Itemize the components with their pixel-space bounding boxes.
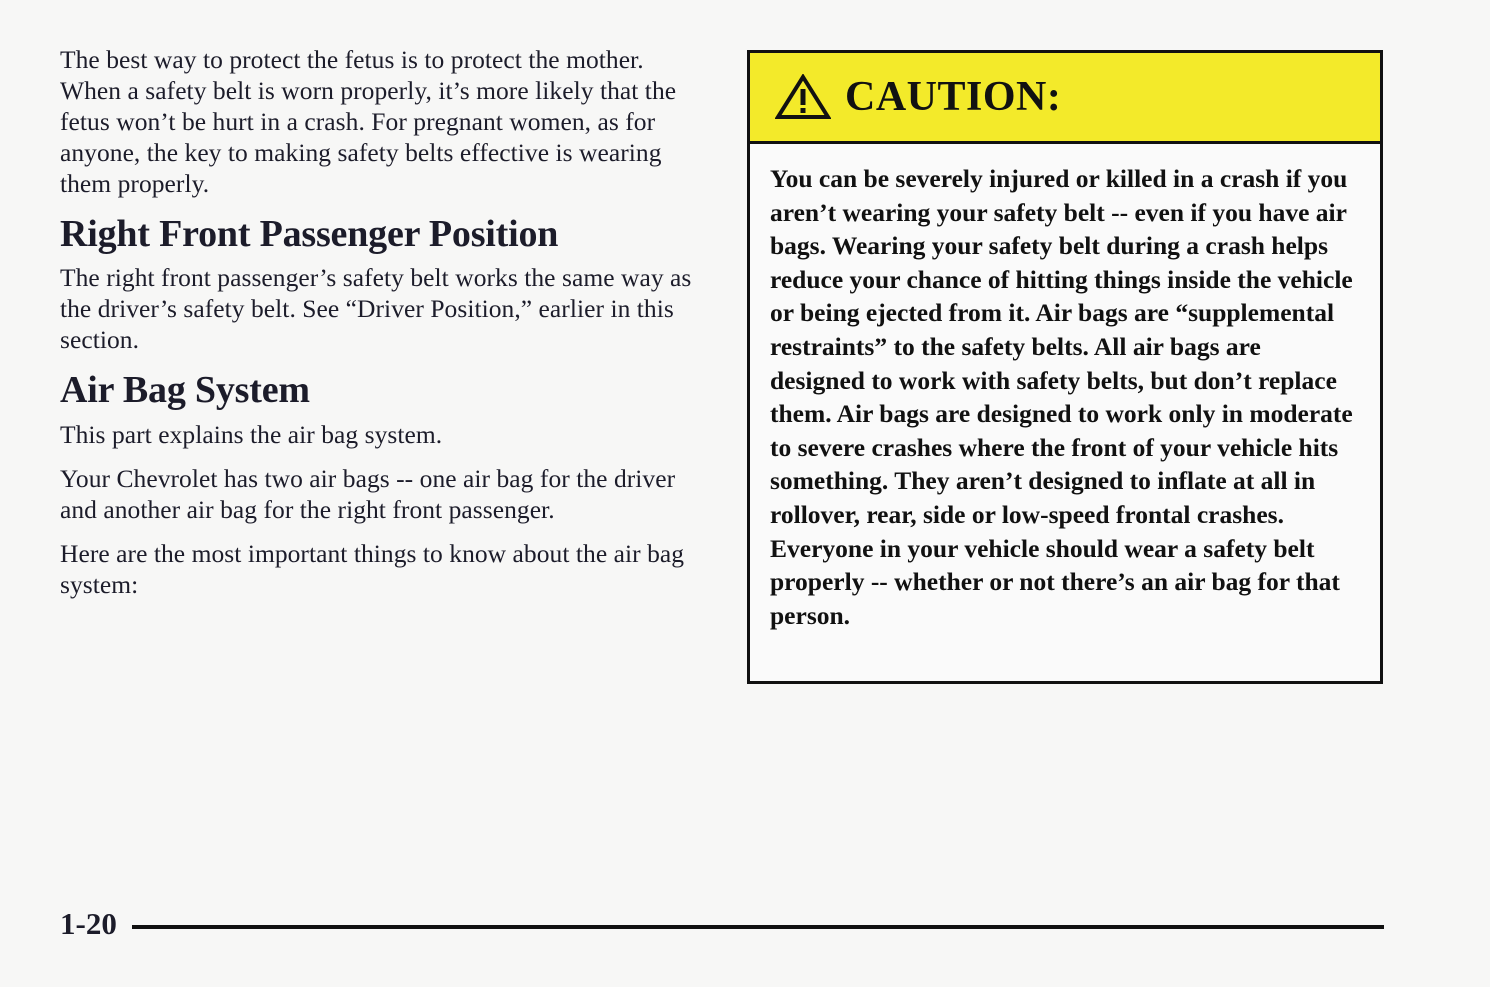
air-bag-paragraph-2: Your Chevrolet has two air bags -- one air bag for the driver and another air bag for the right front passenger. <box>60 464 676 524</box>
page-number: 1-20 <box>60 906 117 941</box>
caution-box <box>747 50 1383 684</box>
air-bag-paragraph-1: This part explains the air bag system. <box>60 420 443 449</box>
caution-title: CAUTION: <box>845 74 1062 120</box>
left-column <box>60 44 710 613</box>
warning-triangle-icon <box>775 74 831 120</box>
heading-right-front-passenger: Right Front Passenger Position <box>60 213 559 255</box>
intro-paragraph: The best way to protect the fetus is to protect the mother. When a safety belt is worn properly, it’s more likely that the fetus won’t be hurt in a crash. For pregnant women, as for anyone, the key to making safety belts effective is wearing them properly. <box>60 45 677 198</box>
right-front-paragraph: The right front passenger’s safety belt works the same way as the driver’s safety belt. See “Driver Position,” earlier in this section. <box>60 263 692 354</box>
caution-header <box>750 53 1380 144</box>
air-bag-paragraph-3: Here are the most important things to know about the air bag system: <box>60 539 685 599</box>
caution-text: You can be severely injured or killed in a crash if you aren’t wearing your safety belt -- even if you have air bags. Wearing your safety belt during a crash helps reduce your chance of hitting things inside the vehicle or being ejected from it. Air bags are “supplemental restraints” to the safety belts. All air bags are designed to work with safety belts, but don’t replace them. Air bags are designed to work only in moderate to severe crashes where the front of your vehicle hits something. They aren’t designed to inflate at all in rollover, rear, side or low-speed frontal crashes. Everyone in your vehicle should wear a safety belt properly -- whether or not there’s an air bag for that person. <box>770 164 1353 630</box>
footer-rule <box>132 925 1384 929</box>
heading-air-bag-system: Air Bag System <box>60 369 310 411</box>
